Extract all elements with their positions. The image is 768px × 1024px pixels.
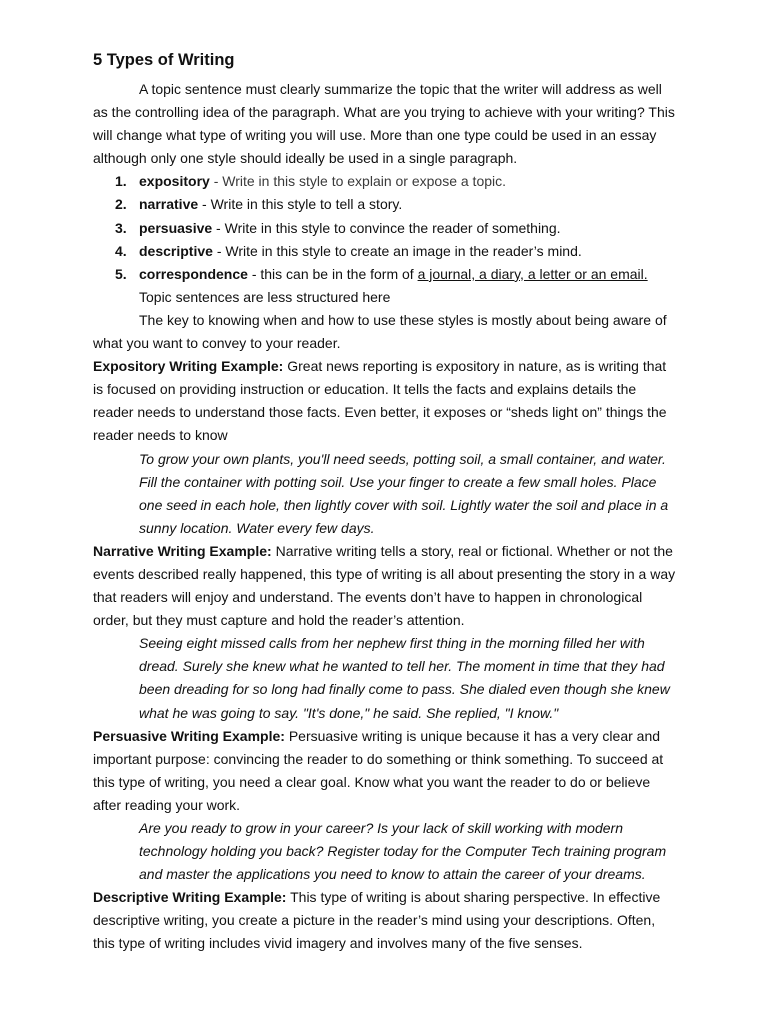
list-item-persuasive [93,217,678,240]
list-number: 4. [115,242,127,259]
section-text: This type of writing is about sharing perspective. In effective descriptive writing, you create a picture in the reader’s mind using your descriptions. Often, this type of writing includes vivid imagery and involves many of the five senses. [93,889,661,952]
list-term: narrative [139,196,199,213]
section-label: Descriptive Writing Example: [93,889,287,906]
section-label: Expository Writing Example: [93,358,284,375]
writing-types-list [93,170,678,285]
list-number: 2. [115,196,127,213]
narrative-example: Seeing eight missed calls from her nephew first thing in the morning filled her with dread. Surely she knew what he wanted to tell her. The moment in time that they had been dreading for so long had finally come to pass. She dialed even though she knew what he was going to say. "It's done," he said. She replied, "I know." [139,635,670,721]
list-desc: - Write in this style to explain or expose a topic. [209,173,507,190]
expository-example: To grow your own plants, you'll need seeds, potting soil, a small container, and water. Fill the container with potting soil. Use your finger to create a few small holes. Place one seed in each hole, then lightly cover with soil. Lightly water the soil and place in a sunny location. Water every few days. [139,450,669,536]
descriptive-section [93,886,678,955]
document-page [93,48,678,956]
section-text: Narrative writing tells a story, real or fictional. Whether or not the events described really happened, this type of writing is all about presenting the story in a way that readers will enjoy and understand. The events don’t have to happen in chronological order, but they must capture and hold the reader’s attention. [93,542,676,629]
list-item-correspondence [93,263,678,286]
section-label: Narrative Writing Example: [93,542,272,559]
list-number: 1. [115,173,127,190]
page-title: 5 Types of Writing [93,51,235,69]
list-desc: - this can be in the form of [247,265,418,282]
list-term: correspondence [139,265,248,282]
list-item-expository [93,170,678,193]
list-term: expository [139,173,210,190]
list-term: descriptive [139,242,213,259]
section-text: Great news reporting is expository in nature, as is writing that is focused on providing instruction or education. It tells the facts and explains details the reader needs to understand those facts. Even better, it exposes or “sheds light on” things the reader needs to know [93,358,667,444]
list-number: 3. [115,219,127,236]
expository-section [93,355,678,447]
persuasive-example: Are you ready to grow in your career? Is your lack of skill working with modern technology holding you back? Register today for the Computer Tech training program and master the applications you need to know to attain the career of your dreams. [139,820,667,883]
list-desc: - Write in this style to tell a story. [198,196,403,213]
persuasive-section [93,725,678,817]
narrative-section [93,540,678,632]
list-desc: - Write in this style to convince the reader of something. [212,219,561,236]
correspondence-forms-link: a journal, a diary, a letter or an email. [417,265,648,282]
intro-paragraph: A topic sentence must clearly summarize the topic that the writer will address as well as the controlling idea of the paragraph. What are you trying to achieve with your writing? This will change what type of writing you will use. More than one type could be used in an essay although only one style should ideally be used in a single paragraph. [93,81,675,167]
list-note: Topic sentences are less structured here [139,288,391,305]
list-desc: - Write in this style to create an image in the reader’s mind. [212,242,582,259]
section-label: Persuasive Writing Example: [93,727,285,744]
list-item-descriptive [93,240,678,263]
list-term: persuasive [139,219,213,236]
key-paragraph: The key to knowing when and how to use these styles is mostly about being aware of what you want to convey to your reader. [93,311,667,352]
list-number: 5. [115,265,127,282]
section-text: Persuasive writing is unique because it has a very clear and important purpose: convincing the reader to do something or think something. To succeed at this type of writing, you need a clear goal. Know what you want the reader to do or believe after reading your work. [93,727,664,813]
list-item-narrative [93,193,678,216]
